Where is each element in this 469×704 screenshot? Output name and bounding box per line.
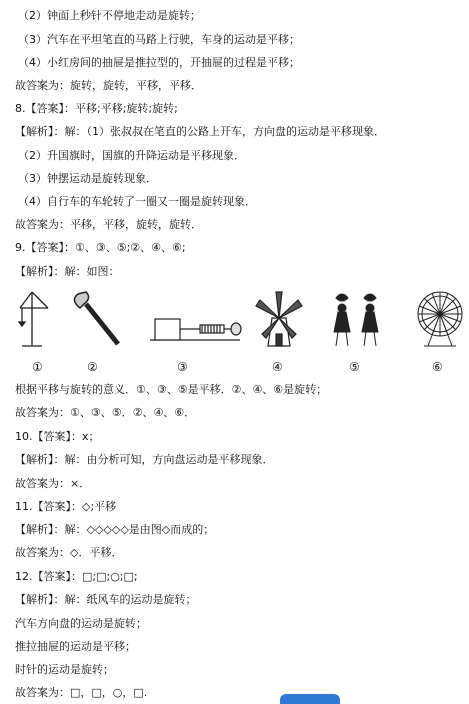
answer-12: 12.【答案】：□;□;○;□; xyxy=(15,570,138,583)
people-figure xyxy=(334,294,378,346)
text-line: 故答案为：平移，平移，旋转，旋转． xyxy=(15,218,202,231)
text-line: 推拉抽屉的运动是平移； xyxy=(15,640,136,653)
text-line: 故答案为：◇．平移． xyxy=(15,546,123,559)
analysis-10: 【解析】：解：由分析可知，方向盘运动是平移现象． xyxy=(15,453,274,466)
figure-number: ⑥ xyxy=(432,360,443,374)
analysis-12: 【解析】：解：纸风车的运动是旋转； xyxy=(15,593,197,606)
text-line: 故答案为：①、③、⑤．②、④、⑥． xyxy=(15,406,196,419)
analysis-9: 【解析】：解：如图： xyxy=(15,265,120,278)
text-line: （3）钟摆运动是旋转现象． xyxy=(18,172,157,185)
answer-11: 11.【答案】：◇;平移 xyxy=(15,500,117,513)
answer-9: 9.【答案】：①、③、⑤;②、④、⑥; xyxy=(15,241,186,254)
text-line: 故答案为：□，□，○，□. xyxy=(15,686,148,699)
text-line: （3）汽车在平坦笔直的马路上行驶，车身的运动是平移； xyxy=(18,33,300,46)
answer-8: 8.【答案】：平移;平移;旋转;旋转; xyxy=(15,102,178,115)
text-line: 故答案为：旋转，旋转，平移，平移． xyxy=(15,79,202,92)
crane-figure xyxy=(19,292,48,346)
figure-number: ③ xyxy=(177,360,188,374)
analysis-11: 【解析】：解：◇◇◇◇◇是由图◇而成的； xyxy=(15,523,215,536)
text-line: 汽车方向盘的运动是旋转； xyxy=(15,617,147,630)
text-line: （2）升国旗时，国旗的升降运动是平移现象． xyxy=(18,149,245,162)
ferris-wheel-figure xyxy=(418,292,462,346)
figure-strip xyxy=(0,288,469,350)
text-line: 故答案为：×． xyxy=(15,477,91,490)
text-line: 根据平移与旋转的意义．①、③、⑤是平移．②、④、⑥是旋转； xyxy=(15,383,328,396)
windmill-figure xyxy=(256,292,302,346)
figure-number: ⑤ xyxy=(349,360,360,374)
wrench-figure xyxy=(74,292,118,344)
floating-scroll-handle[interactable] xyxy=(280,694,340,704)
figure-number: ① xyxy=(32,360,43,374)
figure-number: ② xyxy=(87,360,98,374)
answer-10: 10.【答案】：x； xyxy=(15,430,100,443)
text-line: 时针的运动是旋转； xyxy=(15,663,114,676)
text-line: （4）小红房间的抽屉是推拉型的，开抽屉的过程是平移； xyxy=(18,56,300,69)
text-line: （4）自行车的车轮转了一圈又一圈是旋转现象． xyxy=(18,195,256,208)
figure-number: ④ xyxy=(272,360,283,374)
text-line: （2）钟面上秒针不停地走动是旋转； xyxy=(18,9,201,22)
analysis-8: 【解析】：解：（1）张叔叔在笔直的公路上开车，方向盘的运动是平移现象． xyxy=(15,125,385,138)
block-pull-figure xyxy=(150,319,241,340)
